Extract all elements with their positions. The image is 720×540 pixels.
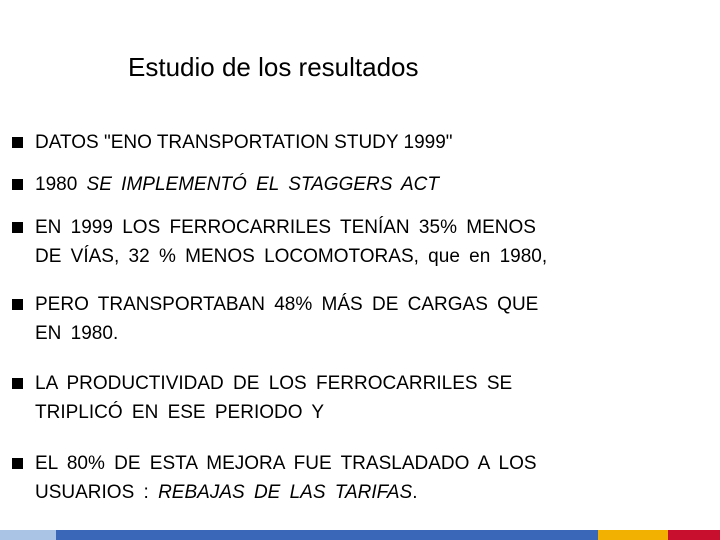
footer-segment-light-blue [0,530,56,540]
bullet-line-text: USUARIOS : [35,482,159,503]
bullet-line [35,170,695,199]
bullet-line-italic: SE IMPLEMENTÓ EL STAGGERS ACT [86,174,439,195]
square-bullet-icon [12,378,23,389]
bullet-text [35,290,695,348]
bullet-line-text: 1980 [35,174,87,195]
square-bullet-icon [12,299,23,310]
square-bullet-icon [12,137,23,148]
square-bullet-icon [12,179,23,190]
bullet-line-end: . [412,482,418,503]
footer-segment-red [668,530,720,540]
footer-color-bar [0,530,720,540]
bullet-line: DE VÍAS, 32 % MENOS LOCOMOTORAS, que en 1980, [35,246,548,267]
bullet-line: EN 1980. [35,323,119,344]
square-bullet-icon [12,222,23,233]
bullet-line-italic: REBAJAS DE LAS TARIFAS [158,482,413,503]
bullet-line: DATOS "ENO TRANSPORTATION STUDY 1999" [35,132,453,153]
bullet-line: LA PRODUCTIVIDAD DE LOS FERROCARRILES SE [35,373,513,394]
bullet-text [35,170,695,199]
footer-segment-blue [56,530,598,540]
bullet-line: EN 1999 LOS FERROCARRILES TENÍAN 35% MENOS [35,217,536,238]
bullet-line: EL 80% DE ESTA MEJORA FUE TRASLADADO A LOS [35,453,537,474]
bullet-text [35,213,695,271]
square-bullet-icon [12,458,23,469]
bullet-text [35,369,695,427]
bullet-text [35,449,695,507]
bullet-line: PERO TRANSPORTABAN 48% MÁS DE CARGAS QUE [35,294,539,315]
slide-title: Estudio de los resultados [128,52,419,82]
bullet-line: TRIPLICÓ EN ESE PERIODO Y [35,402,325,423]
bullet-line [35,478,695,507]
footer-segment-yellow [598,530,668,540]
bullet-text [35,128,695,157]
